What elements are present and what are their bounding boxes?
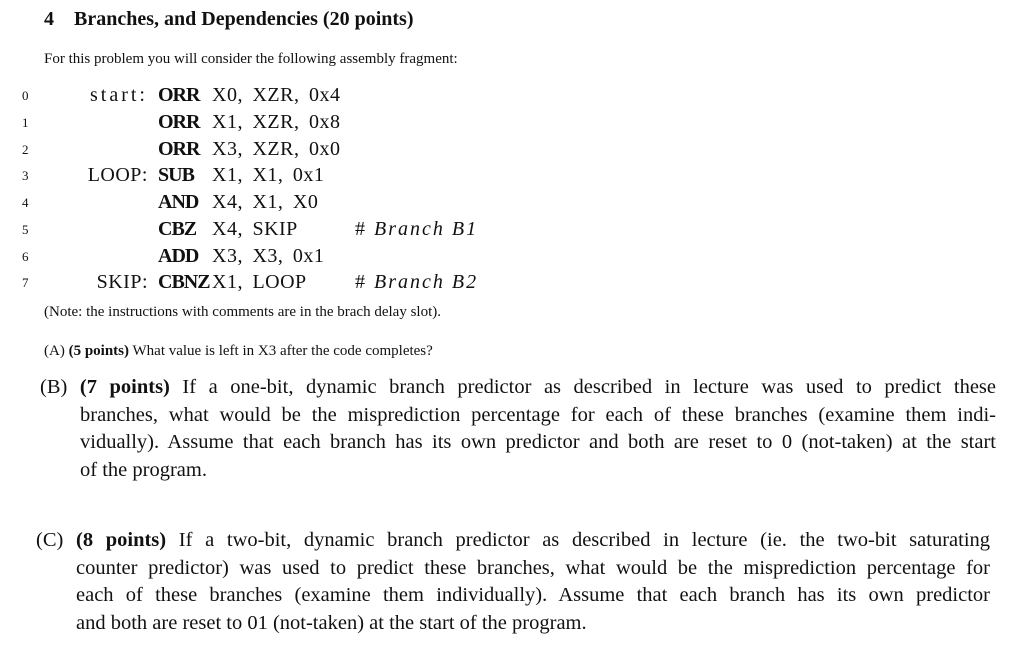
code-opcode: CBNZ xyxy=(158,271,210,293)
intro-text: For this problem you will consider the following assembly fragment: xyxy=(44,51,458,67)
question-text: If a one-bit, dynamic branch predictor as described in lecture was used to predict these xyxy=(182,376,997,398)
section-number: 4 xyxy=(44,8,54,30)
question-c xyxy=(36,527,990,637)
question-points: (7 points) xyxy=(79,376,170,398)
delay-slot-note: (Note: the instructions with comments are in the brach delay slot). xyxy=(44,304,441,320)
question-marker: (C) xyxy=(36,529,64,551)
line-number: 1 xyxy=(22,115,29,130)
code-opcode: SUB xyxy=(158,164,194,186)
question-line: of the program. xyxy=(80,458,207,481)
code-opcode: ORR xyxy=(158,111,200,133)
question-marker: (A) xyxy=(44,343,65,359)
question-points: (8 points) xyxy=(76,529,167,551)
section-title-text: Branches, and Dependencies (20 points) xyxy=(74,8,414,30)
line-number: 2 xyxy=(22,142,29,157)
comment-hash: # xyxy=(355,271,367,293)
code-line-0 xyxy=(0,84,1024,110)
code-operands: X1, X1, 0x1 xyxy=(212,164,325,186)
question-line xyxy=(36,527,990,555)
question-marker: (B) xyxy=(40,376,68,398)
code-operands: X1, XZR, 0x8 xyxy=(212,111,341,133)
line-number: 6 xyxy=(22,249,29,264)
code-line-6 xyxy=(0,245,1024,271)
code-operands: X0, XZR, 0x4 xyxy=(212,84,341,106)
comment-text: Branch B1 xyxy=(374,218,479,240)
comment-text: Branch B2 xyxy=(374,271,479,293)
question-line xyxy=(40,374,996,402)
code-opcode: AND xyxy=(158,191,199,213)
code-opcode: CBZ xyxy=(158,218,197,240)
line-number: 4 xyxy=(22,195,29,210)
question-line: each of these branches (examine them individually). Assume that each branch has its own predictor xyxy=(76,584,990,606)
code-operands: X4, X1, X0 xyxy=(212,191,319,213)
code-operands: X3, XZR, 0x0 xyxy=(212,138,341,160)
section-title xyxy=(44,8,413,31)
line-number: 3 xyxy=(22,168,29,183)
code-opcode: ADD xyxy=(158,245,199,267)
code-opcode: ORR xyxy=(158,84,200,106)
code-operands: X3, X3, 0x1 xyxy=(212,245,325,267)
question-line: branches, what would be the misprediction percentage for each of these branches (examine them indi- xyxy=(80,403,996,426)
question-points: (5 points) xyxy=(68,343,130,359)
code-operands: X4, SKIP xyxy=(212,218,298,240)
line-number: 0 xyxy=(22,88,29,103)
line-number: 7 xyxy=(22,275,29,290)
code-comment xyxy=(355,218,478,241)
code-label: SKIP: xyxy=(96,271,148,293)
code-opcode: ORR xyxy=(158,138,200,160)
line-number: 5 xyxy=(22,222,29,237)
question-line: vidually). Assume that each branch has its own predictor and both are reset to 0 (not-taken) at the start xyxy=(80,431,996,453)
question-text: If a two-bit, dynamic branch predictor as described in lecture (ie. the two-bit saturating xyxy=(178,529,991,551)
question-b xyxy=(40,374,996,484)
code-line-1 xyxy=(0,111,1024,137)
code-label: start: xyxy=(90,84,148,106)
code-line-5 xyxy=(0,218,1024,244)
question-a xyxy=(44,343,433,360)
code-comment xyxy=(355,271,478,294)
code-line-3 xyxy=(0,164,1024,190)
question-text: What value is left in X3 after the code completes? xyxy=(132,343,433,359)
question-line: counter predictor) was used to predict these branches, what would be the misprediction percentage for xyxy=(76,556,990,579)
code-line-7 xyxy=(0,271,1024,297)
code-label: LOOP: xyxy=(87,164,148,186)
code-line-4 xyxy=(0,191,1024,217)
code-operands: X1, LOOP xyxy=(212,271,307,293)
question-line: and both are reset to 01 (not-taken) at the start of the program. xyxy=(76,611,587,634)
comment-hash: # xyxy=(355,218,367,240)
code-line-2 xyxy=(0,138,1024,164)
